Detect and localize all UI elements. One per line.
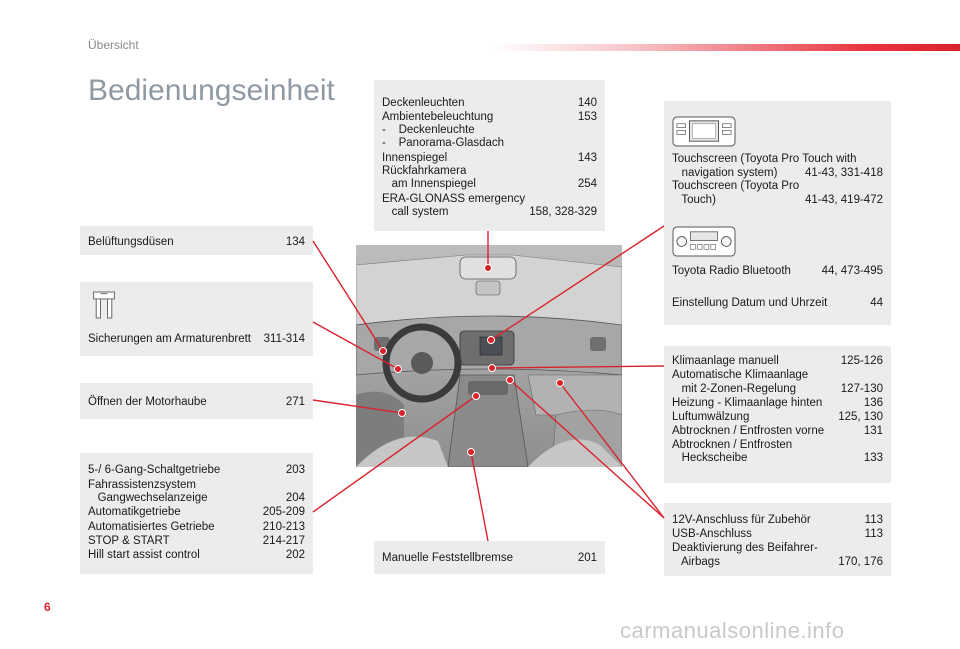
entry-row: [88, 479, 305, 491]
entry-label: USB-Anschluss: [672, 528, 752, 540]
entry-row: [672, 452, 883, 464]
entry-row: [672, 194, 883, 206]
entry-label: Automatische Klimaanlage: [672, 369, 809, 381]
entry-row: [672, 556, 883, 568]
entry-row: [382, 552, 597, 564]
entry-page: 131: [863, 425, 883, 437]
entry-row: [672, 425, 883, 437]
entry-page: 127-130: [840, 383, 883, 395]
entry-row: [382, 193, 597, 205]
entry-row: [382, 124, 597, 136]
entry-page: 170, 176: [838, 556, 883, 568]
entry-label: am Innenspiegel: [382, 178, 476, 190]
entry-row: [382, 152, 597, 164]
entry-label: Automatisiertes Getriebe: [88, 521, 215, 533]
entry-label: Abtrocknen / Entfrosten vorne: [672, 425, 825, 437]
page-title: Bedienungseinheit: [88, 74, 335, 107]
entry-label: 12V-Anschluss für Zubehör: [672, 514, 811, 526]
entry-row: [672, 369, 883, 381]
entry-label: Innenspiegel: [382, 152, 448, 164]
page-number: 6: [44, 600, 51, 614]
entry-label: Deckenleuchten: [382, 97, 465, 109]
touchscreen-unit-icon: [672, 116, 736, 147]
entry-row: [672, 265, 883, 277]
entry-label: Luftumwälzung: [672, 411, 750, 423]
entry-row: [672, 528, 883, 540]
entry-label: Touchscreen (Toyota Pro: [672, 180, 800, 192]
entry-page: 125-126: [840, 355, 883, 367]
entry-row: [672, 383, 883, 395]
entry-page: 153: [577, 111, 597, 123]
entry-label: ERA-GLONASS emergency: [382, 193, 526, 205]
entry-page: 204: [285, 492, 305, 504]
entry-page: 201: [577, 552, 597, 564]
entry-row: [382, 111, 597, 123]
entry-row: [672, 355, 883, 367]
vents-box: [80, 226, 313, 255]
entry-page: 203: [285, 464, 305, 476]
power-box: [664, 503, 891, 576]
entry-page: 134: [285, 236, 305, 248]
entry-page: 311-314: [263, 333, 305, 345]
entry-label: Hill start assist control: [88, 549, 200, 561]
entry-row: [382, 137, 597, 149]
entry-row: [88, 506, 305, 518]
header-accent-bar: [490, 44, 960, 51]
entry-label: Sicherungen am Armaturenbrett: [88, 333, 252, 345]
entry-row: [88, 333, 305, 345]
entry-row: [88, 464, 305, 476]
entry-row: [88, 549, 305, 561]
entry-page: 140: [577, 97, 597, 109]
entry-label: Heizung - Klimaanlage hinten: [672, 397, 823, 409]
entry-page: 158, 328-329: [529, 206, 597, 218]
entry-row: [88, 396, 305, 408]
entry-row: [672, 397, 883, 409]
watermark: carmanualsonline.info: [620, 618, 845, 643]
entry-row: [88, 535, 305, 547]
climate-box: [664, 346, 891, 483]
fuses-box: [80, 282, 313, 356]
entry-row: [88, 492, 305, 504]
entry-row: [672, 180, 883, 192]
entry-page: 214-217: [262, 535, 305, 547]
entry-page: 271: [285, 396, 305, 408]
entry-row: [88, 236, 305, 248]
entry-label: - Panorama-Glasdach: [382, 137, 505, 149]
entry-label: Fahrassistenzsystem: [88, 479, 197, 491]
entry-label: Öffnen der Motorhaube: [88, 396, 207, 408]
entry-label: Ambientebeleuchtung: [382, 111, 494, 123]
entry-page: 44: [870, 297, 883, 309]
entry-label: Touch): [672, 194, 716, 206]
entry-label: - Deckenleuchte: [382, 124, 475, 136]
entry-row: [382, 165, 597, 177]
entry-page: 113: [864, 514, 883, 526]
entry-label: Gangwechselanzeige: [88, 492, 208, 504]
entry-label: Touchscreen (Toyota Pro Touch with: [672, 153, 857, 165]
fuse-icon: [91, 290, 117, 320]
entry-label: Automatikgetriebe: [88, 506, 181, 518]
entry-row: [672, 153, 883, 165]
entry-label: call system: [382, 206, 449, 218]
media-box: [664, 101, 891, 325]
entry-row: [672, 167, 883, 179]
entry-label: Klimaanlage manuell: [672, 355, 779, 367]
entry-row: [672, 514, 883, 526]
entry-page: 133: [863, 452, 883, 464]
entry-page: 125, 130: [838, 411, 883, 423]
entry-page: 113: [864, 528, 883, 540]
entry-row: [672, 542, 883, 554]
entry-label: 5-/ 6-Gang-Schaltgetriebe: [88, 464, 221, 476]
entry-page: 41-43, 331-418: [804, 167, 883, 179]
dashboard-illustration: [356, 245, 622, 467]
entry-page: 254: [577, 178, 597, 190]
lights-box: [374, 80, 605, 231]
entry-label: Rückfahrkamera: [382, 165, 467, 177]
entry-label: Abtrocknen / Entfrosten: [672, 439, 793, 451]
entry-page: 143: [577, 152, 597, 164]
section-label: Übersicht: [88, 38, 139, 52]
entry-row: [382, 206, 597, 218]
entry-row: [672, 297, 883, 309]
entry-page: 205-209: [262, 506, 305, 518]
entry-label: Belüftungsdüsen: [88, 236, 174, 248]
bonnet-box: [80, 383, 313, 419]
entry-label: STOP & START: [88, 535, 170, 547]
entry-page: 41-43, 419-472: [804, 194, 883, 206]
entry-label: mit 2-Zonen-Regelung: [672, 383, 797, 395]
entry-label: navigation system): [672, 167, 778, 179]
entry-page: 210-213: [262, 521, 305, 533]
entry-page: 44, 473-495: [821, 265, 883, 277]
entry-label: Einstellung Datum und Uhrzeit: [672, 297, 828, 309]
entry-label: Manuelle Feststellbremse: [382, 552, 514, 564]
parking-brake-box: [374, 541, 605, 574]
entry-label: Deaktivierung des Beifahrer-: [672, 542, 818, 554]
entry-row: [672, 439, 883, 451]
entry-row: [382, 97, 597, 109]
entry-row: [88, 521, 305, 533]
entry-label: Heckscheibe: [672, 452, 748, 464]
entry-label: Airbags: [672, 556, 720, 568]
entry-page: 136: [863, 397, 883, 409]
entry-row: [672, 411, 883, 423]
entry-page: 202: [285, 549, 305, 561]
gearbox-box: [80, 453, 313, 574]
entry-label: Toyota Radio Bluetooth: [672, 265, 791, 277]
radio-unit-icon: [672, 226, 736, 257]
entry-row: [382, 178, 597, 190]
